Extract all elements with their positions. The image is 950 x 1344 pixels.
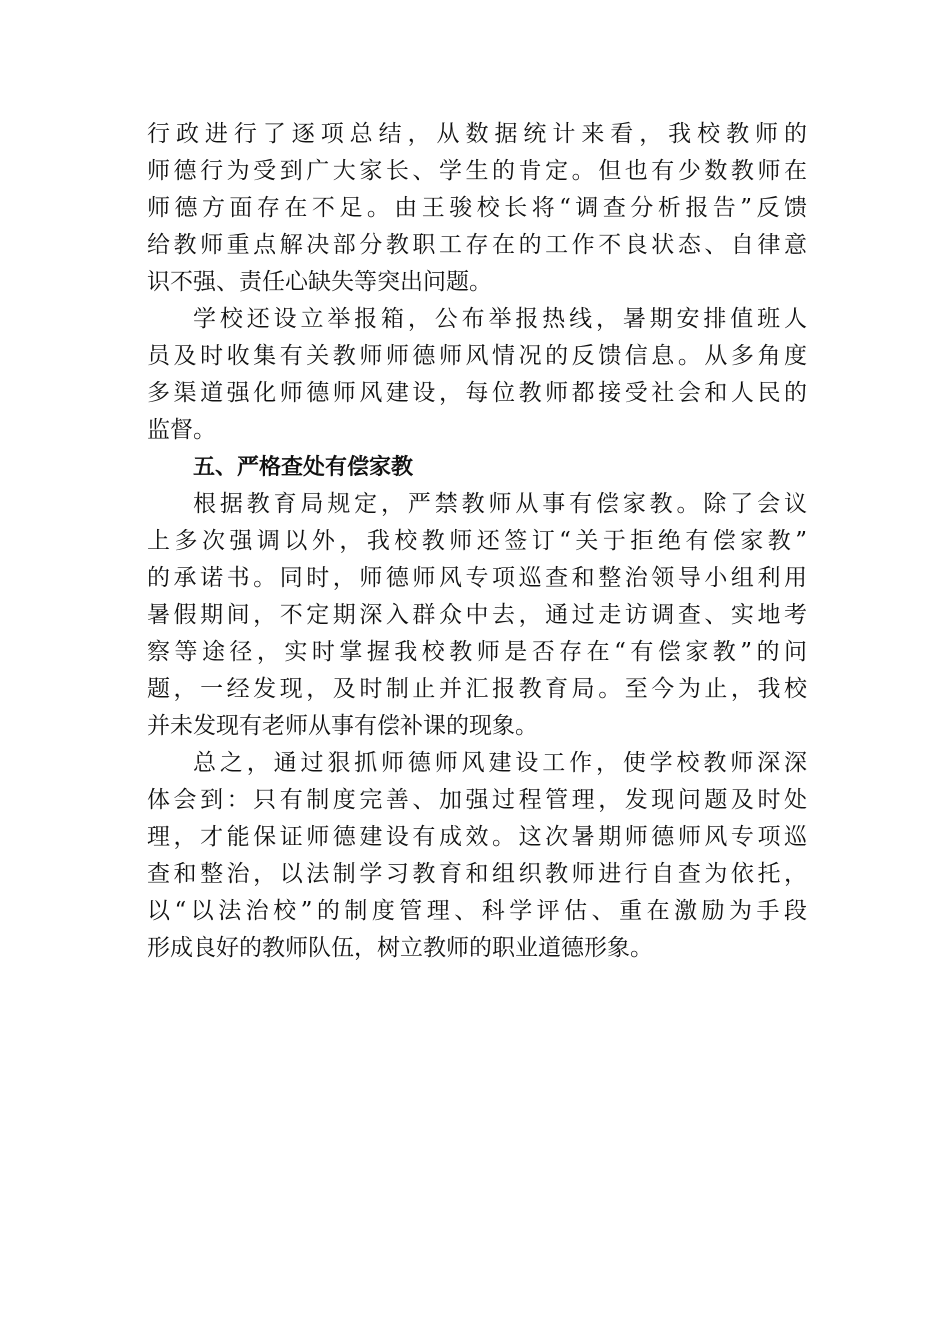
text-line: 学校还设立举报箱，公布举报热线，暑期安排值班人	[193, 306, 807, 332]
paragraph-summary	[147, 116, 807, 301]
text-line: 师德行为受到广大家长、学生的肯定。但也有少数教师在	[147, 158, 807, 184]
text-line: 给教师重点解决部分教职工存在的工作不良状态、自律意	[147, 232, 807, 258]
section-heading: 五、严格查处有偿家教	[193, 455, 414, 480]
text-line: 员及时收集有关教师师德师风情况的反馈信息。从多角度	[147, 343, 807, 369]
text-line: 察等途径，实时掌握我校教师是否存在“有偿家教”的问	[147, 639, 807, 665]
text-line: 监督。	[147, 417, 216, 443]
paragraph-conclusion	[147, 745, 807, 967]
text-line: 题，一经发现，及时制止并汇报教育局。至今为止，我校	[147, 676, 807, 702]
text-line: 形成良好的教师队伍，树立教师的职业道德形象。	[147, 935, 653, 961]
text-line: 以“以法治校”的制度管理、科学评估、重在激励为手段	[147, 898, 807, 924]
text-line: 行政进行了逐项总结，从数据统计来看，我校教师的	[147, 121, 807, 147]
text-line: 并未发现有老师从事有偿补课的现象。	[147, 713, 538, 739]
text-line: 查和整治，以法制学习教育和组织教师进行自查为依托，	[147, 861, 807, 887]
text-line: 的承诺书。同时，师德师风专项巡查和整治领导小组利用	[147, 565, 807, 591]
text-line: 识不强、责任心缺失等突出问题。	[147, 269, 492, 295]
text-line: 暑假期间，不定期深入群众中去，通过走访调查、实地考	[147, 602, 807, 628]
text-line: 理，才能保证师德建设有成效。这次暑期师德师风专项巡	[147, 824, 807, 850]
paragraph-report-box	[147, 301, 807, 449]
text-line: 根据教育局规定，严禁教师从事有偿家教。除了会议	[193, 491, 807, 517]
text-line: 师德方面存在不足。由王骏校长将“调查分析报告”反馈	[147, 195, 807, 221]
document-body	[147, 116, 807, 967]
text-line: 体会到：只有制度完善、加强过程管理，发现问题及时处	[147, 787, 807, 813]
text-line: 多渠道强化师德师风建设，每位教师都接受社会和人民的	[147, 380, 807, 406]
text-line: 上多次强调以外，我校教师还签订“关于拒绝有偿家教”	[147, 528, 807, 554]
text-line: 总之，通过狠抓师德师风建设工作，使学校教师深深	[193, 750, 807, 776]
paragraph-paid-tutoring	[147, 486, 807, 745]
